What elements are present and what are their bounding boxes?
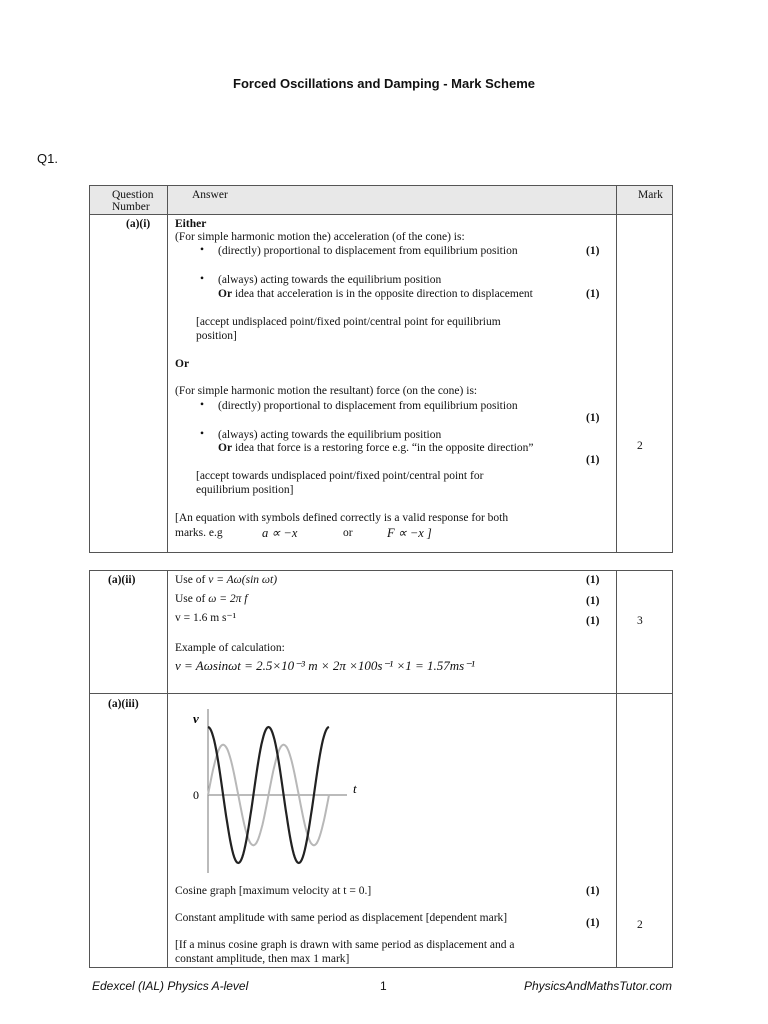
answer-line: Constant amplitude with same period as displacement [dependent mark] bbox=[175, 912, 508, 924]
mark-point: (1) bbox=[586, 245, 600, 257]
equation-force: F ∝ −x ] bbox=[387, 526, 432, 540]
mark-total: 2 bbox=[637, 440, 643, 452]
footer-right: PhysicsAndMathsTutor.com bbox=[523, 979, 672, 993]
mark-point: (1) bbox=[586, 885, 600, 897]
page-number: 1 bbox=[380, 979, 387, 993]
mark-total: 2 bbox=[637, 919, 643, 931]
x-axis-label: t bbox=[353, 781, 357, 796]
header-answer: Answer bbox=[192, 189, 228, 201]
mark-total: 3 bbox=[637, 615, 643, 627]
accept-note: position] bbox=[196, 330, 237, 342]
accept-note: [accept towards undisplaced point/fixed point/central point for bbox=[196, 470, 484, 482]
header-question: Question bbox=[112, 189, 154, 201]
mark-table-a-ii-iii bbox=[89, 570, 673, 968]
equation-acceleration: a ∝ −x bbox=[262, 526, 298, 540]
answer-line: (For simple harmonic motion the resultant) force (on the cone) is: bbox=[175, 385, 478, 397]
answer-bullet: (always) acting towards the equilibrium position bbox=[218, 429, 442, 441]
answer-bullet: (directly) proportional to displacement from equilibrium position bbox=[218, 245, 518, 257]
table-header-background bbox=[90, 186, 672, 214]
note-line: constant amplitude, then max 1 mark] bbox=[175, 953, 350, 965]
example-label: Example of calculation: bbox=[175, 642, 285, 654]
page-title: Forced Oscillations and Damping - Mark Scheme bbox=[233, 76, 535, 91]
answer-line: (For simple harmonic motion the) acceleration (of the cone) is: bbox=[175, 231, 465, 243]
question-number: (a)(i) bbox=[126, 218, 151, 230]
bullet-icon: • bbox=[200, 273, 205, 285]
column-divider bbox=[616, 186, 617, 552]
answer-alternative: Or idea that acceleration is in the opposite direction to displacement bbox=[218, 288, 533, 300]
mark-point: (1) bbox=[586, 615, 600, 627]
mark-point: (1) bbox=[586, 454, 600, 466]
answer-bullet: (always) acting towards the equilibrium position bbox=[218, 274, 442, 286]
question-number: (a)(iii) bbox=[108, 698, 139, 710]
question-label: Q1. bbox=[37, 151, 58, 166]
accept-note: equilibrium position] bbox=[196, 484, 294, 496]
header-number: Number bbox=[112, 201, 150, 213]
mark-point: (1) bbox=[586, 288, 600, 300]
mark-point: (1) bbox=[586, 574, 600, 586]
or-label: Or bbox=[175, 358, 190, 370]
mark-table-a-i bbox=[89, 185, 673, 553]
header-divider bbox=[90, 214, 672, 215]
answer-alternative: Or idea that force is a restoring force e.g. “in the opposite direction” bbox=[218, 442, 534, 454]
bullet-icon: • bbox=[200, 244, 205, 256]
header-mark: Mark bbox=[638, 189, 663, 201]
working-line: Use of v = Aω(sin ωt) bbox=[175, 574, 278, 586]
y-axis-label: v bbox=[193, 711, 199, 726]
answer-bullet: (directly) proportional to displacement from equilibrium position bbox=[218, 400, 518, 412]
column-divider bbox=[167, 186, 168, 552]
working-line: Use of ω = 2π f bbox=[175, 593, 248, 605]
footer-left: Edexcel (IAL) Physics A-level bbox=[92, 979, 249, 993]
equation-or: or bbox=[343, 527, 353, 539]
mark-point: (1) bbox=[586, 412, 600, 424]
equation-note: [An equation with symbols defined correctly is a valid response for both bbox=[175, 512, 509, 524]
origin-label: 0 bbox=[193, 788, 199, 802]
bullet-icon: • bbox=[200, 428, 205, 440]
example-calculation: v = Aωsinωt = 2.5×10⁻³ m × 2π ×100s⁻¹ ×1 = 1.57ms⁻¹ bbox=[175, 658, 475, 673]
note-line: [If a minus cosine graph is drawn with same period as displacement and a bbox=[175, 939, 515, 951]
column-divider bbox=[616, 571, 617, 967]
mark-point: (1) bbox=[586, 917, 600, 929]
mark-point: (1) bbox=[586, 595, 600, 607]
row-divider bbox=[90, 693, 672, 694]
answer-value: v = 1.6 m s⁻¹ bbox=[175, 612, 237, 624]
answer-line: Cosine graph [maximum velocity at t = 0.] bbox=[175, 885, 372, 897]
question-number: (a)(ii) bbox=[108, 574, 136, 586]
column-divider bbox=[167, 571, 168, 967]
velocity-time-graph bbox=[187, 705, 377, 875]
bullet-icon: • bbox=[200, 399, 205, 411]
equation-note: marks. e.g bbox=[175, 527, 223, 539]
accept-note: [accept undisplaced point/fixed point/central point for equilibrium bbox=[196, 316, 501, 328]
either-label: Either bbox=[175, 218, 207, 230]
